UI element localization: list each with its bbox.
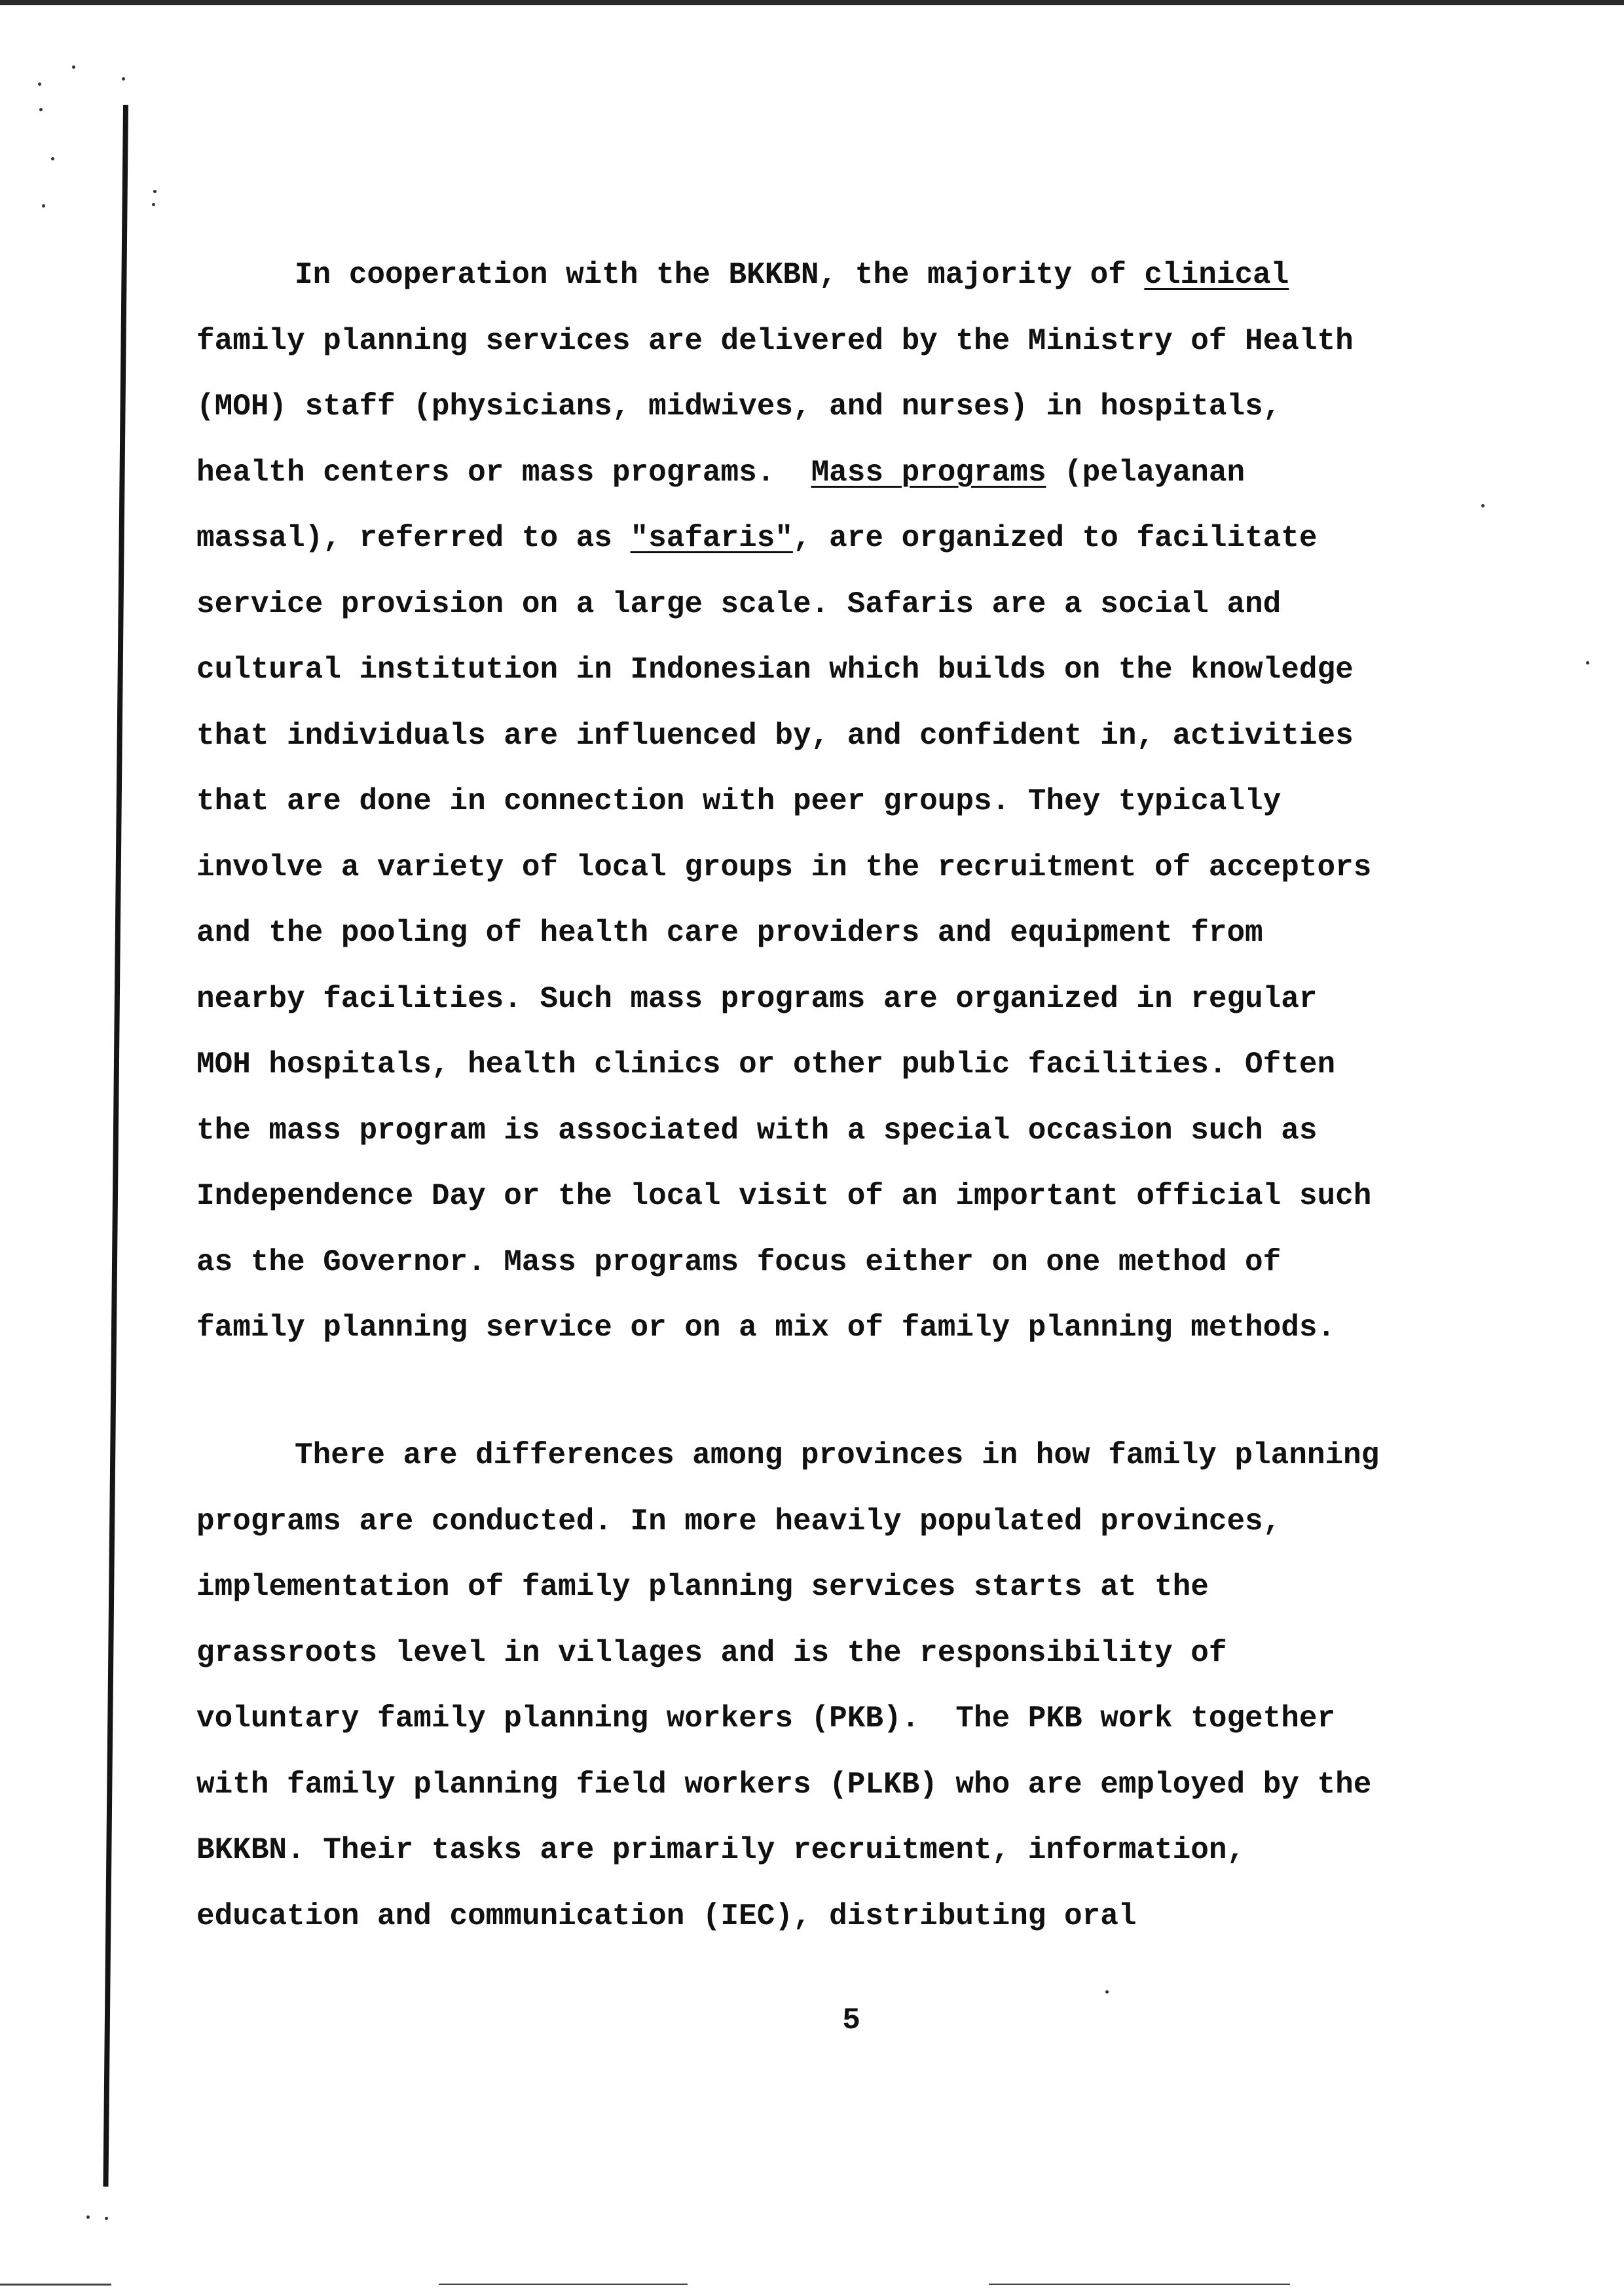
paragraph-line: implementation of family planning services starts at the <box>196 1570 1209 1604</box>
scan-speck <box>1105 1990 1109 1994</box>
paragraph-provincial-differences <box>196 1423 1532 1949</box>
underlined-term-mass-programs: Mass programs <box>811 455 1046 490</box>
paragraph-line: and the pooling of health care providers and equipment from <box>196 916 1263 950</box>
scan-speck <box>122 77 125 81</box>
scan-speck <box>86 2215 90 2219</box>
scan-bottom-edge <box>439 2284 688 2285</box>
paragraph-line: with family planning field workers (PLKB) who are employed by the <box>196 1767 1372 1802</box>
paragraph-line: voluntary family planning workers (PKB). The PKB work together <box>196 1702 1336 1736</box>
page-number: 5 <box>842 2003 860 2037</box>
scan-speck <box>72 65 75 69</box>
paragraph-line: as the Governor. Mass programs focus either on one method of <box>196 1245 1282 1279</box>
scan-bottom-edge <box>0 2284 111 2286</box>
paragraph-line: involve a variety of local groups in the recruitment of acceptors <box>196 850 1372 884</box>
paragraph-line: that are done in connection with peer groups. They typically <box>196 784 1282 818</box>
paragraph-line: BKKBN. Their tasks are primarily recruitment, information, <box>196 1833 1246 1867</box>
underlined-term-clinical: clinical <box>1144 258 1289 292</box>
paragraph-mass-programs <box>196 242 1532 1361</box>
paragraph-line: family planning services are delivered by the Ministry of Health <box>196 323 1354 358</box>
left-margin-rule <box>103 105 128 2187</box>
scan-speck <box>152 203 155 206</box>
scan-speck <box>38 82 41 86</box>
scan-bottom-edge <box>989 2284 1290 2285</box>
scan-speck <box>105 2217 108 2220</box>
paragraph-line: the mass program is associated with a special occasion such as <box>196 1113 1318 1148</box>
paragraph-line: grassroots level in villages and is the responsibility of <box>196 1635 1227 1670</box>
scan-speck <box>42 204 45 208</box>
scan-speck <box>51 157 54 160</box>
scan-top-edge <box>0 0 1624 5</box>
paragraph-line: massal), referred to as "safaris", are organized to facilitate <box>196 521 1318 555</box>
scan-speck <box>153 190 157 193</box>
paragraph-line: family planning service or on a mix of family planning methods. <box>196 1311 1336 1345</box>
paragraph-line: nearby facilities. Such mass programs are organized in regular <box>196 981 1318 1016</box>
scan-speck <box>39 108 43 111</box>
paragraph-line: In cooperation with the BKKBN, the majority of clinical <box>295 258 1289 292</box>
scan-speck <box>1586 661 1589 665</box>
underlined-term-safaris: "safaris" <box>630 521 793 555</box>
paragraph-line: service provision on a large scale. Safaris are a social and <box>196 587 1282 621</box>
paragraph-line: (MOH) staff (physicians, midwives, and nurses) in hospitals, <box>196 390 1282 424</box>
paragraph-line: health centers or mass programs. Mass programs (pelayanan <box>196 455 1246 490</box>
paragraph-line: that individuals are influenced by, and confident in, activities <box>196 718 1354 753</box>
paragraph-line: cultural institution in Indonesian which builds on the knowledge <box>196 653 1354 687</box>
paragraph-line: Independence Day or the local visit of an important official such <box>196 1179 1372 1213</box>
paragraph-line: There are differences among provinces in how family planning <box>295 1438 1380 1472</box>
paragraph-line: programs are conducted. In more heavily populated provinces, <box>196 1504 1282 1539</box>
paragraph-line: education and communication (IEC), distributing oral <box>196 1899 1137 1933</box>
paragraph-line: MOH hospitals, health clinics or other public facilities. Often <box>196 1048 1336 1082</box>
